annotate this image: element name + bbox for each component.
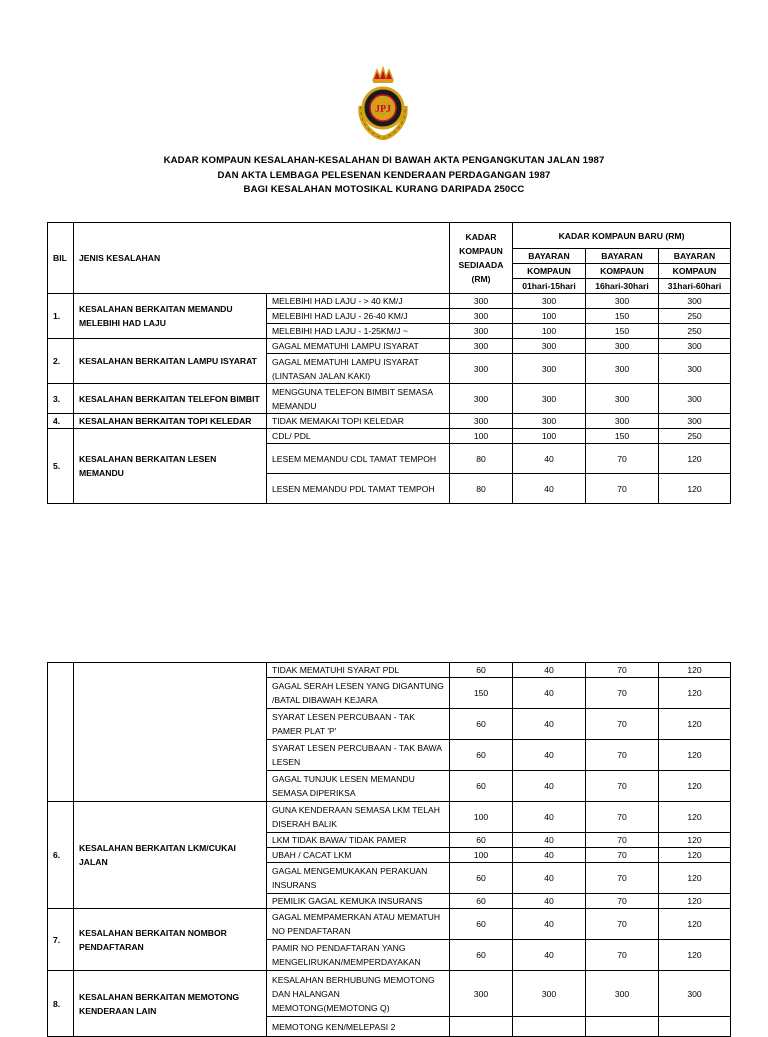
offence-description: MELEBIHI HAD LAJU - 26-40 KM/J — [267, 309, 450, 324]
header-bil: BIL — [48, 223, 74, 294]
header-kompaun-2: KOMPAUN — [586, 264, 659, 279]
table-row — [48, 429, 731, 444]
rate-01-15-days: 300 — [513, 414, 586, 429]
rate-existing: 60 — [450, 833, 513, 848]
rate-16-30-days: 70 — [586, 894, 659, 909]
rate-16-30-days: 300 — [586, 384, 659, 414]
rate-01-15-days: 100 — [513, 429, 586, 444]
offence-description: TIDAK MEMATUHI SYARAT PDL — [267, 663, 450, 678]
offence-description: CDL/ PDL — [267, 429, 450, 444]
rate-existing: 100 — [450, 802, 513, 833]
rate-existing: 100 — [450, 429, 513, 444]
compound-rate-table-2 — [47, 662, 731, 1037]
header-bayaran-3: BAYARAN — [659, 249, 731, 264]
offence-description: TIDAK MEMAKAI TOPI KELEDAR — [267, 414, 450, 429]
offence-category: KESALAHAN BERKAITAN LKM/CUKAI JALAN — [74, 802, 267, 909]
offence-category: KESALAHAN BERKAITAN TOPI KELEDAR — [74, 414, 267, 429]
rate-31-60-days: 300 — [659, 354, 731, 384]
offence-description: UBAH / CACAT LKM — [267, 848, 450, 863]
row-bil: 6. — [48, 802, 74, 909]
rate-01-15-days: 300 — [513, 339, 586, 354]
row-bil: 7. — [48, 909, 74, 971]
offence-category: KESALAHAN BERKAITAN LAMPU ISYARAT — [74, 339, 267, 384]
offence-description: MELEBIHI HAD LAJU - 1-25KM/J ~ — [267, 324, 450, 339]
offence-description: GAGAL SERAH LESEN YANG DIGANTUNG /BATAL DIBAWAH KEJARA — [267, 678, 450, 709]
offence-category — [74, 663, 267, 802]
table-row — [48, 802, 731, 833]
rate-existing: 60 — [450, 863, 513, 894]
rate-31-60-days: 300 — [659, 339, 731, 354]
rate-existing: 300 — [450, 354, 513, 384]
rate-existing: 60 — [450, 894, 513, 909]
offence-description: LESEM MEMANDU CDL TAMAT TEMPOH — [267, 444, 450, 474]
offence-description: GAGAL MENGEMUKAKAN PERAKUAN INSURANS — [267, 863, 450, 894]
rate-31-60-days — [659, 1017, 731, 1037]
rate-16-30-days: 150 — [586, 429, 659, 444]
rate-01-15-days: 40 — [513, 909, 586, 940]
row-bil: 8. — [48, 971, 74, 1037]
rate-existing: 300 — [450, 384, 513, 414]
offence-description: GAGAL MEMATUHI LAMPU ISYARAT — [267, 339, 450, 354]
jpj-emblem-logo — [351, 66, 415, 140]
header-kompaun-3: KOMPAUN — [659, 264, 731, 279]
header-kadar-baru: KADAR KOMPAUN BARU (RM) — [513, 223, 731, 249]
rate-01-15-days: 40 — [513, 894, 586, 909]
rate-31-60-days: 120 — [659, 444, 731, 474]
offence-description: MENGGUNA TELEFON BIMBIT SEMASA MEMANDU — [267, 384, 450, 414]
rate-16-30-days: 300 — [586, 354, 659, 384]
rate-existing: 300 — [450, 309, 513, 324]
rate-16-30-days: 70 — [586, 848, 659, 863]
table-row — [48, 971, 731, 1017]
rate-16-30-days: 300 — [586, 339, 659, 354]
rate-31-60-days: 300 — [659, 414, 731, 429]
offence-description: GAGAL MEMPAMERKAN ATAU MEMATUH NO PENDAFTARAN — [267, 909, 450, 940]
rate-31-60-days: 300 — [659, 384, 731, 414]
rate-16-30-days: 70 — [586, 863, 659, 894]
rate-31-60-days: 120 — [659, 940, 731, 971]
rate-01-15-days: 40 — [513, 663, 586, 678]
offence-description: GUNA KENDERAAN SEMASA LKM TELAH DISERAH BALIK — [267, 802, 450, 833]
rate-existing: 60 — [450, 771, 513, 802]
rate-16-30-days — [586, 1017, 659, 1037]
rate-16-30-days: 70 — [586, 802, 659, 833]
offence-description: MEMOTONG KEN/MELEPASI 2 — [267, 1017, 450, 1037]
doc-title-line-2: DAN AKTA LEMBAGA PELESENAN KENDERAAN PERDAGANGAN 1987 — [217, 170, 551, 181]
rate-31-60-days: 120 — [659, 863, 731, 894]
row-bil: 5. — [48, 429, 74, 504]
header-period-3: 31hari-60hari — [659, 279, 731, 294]
rate-16-30-days: 300 — [586, 294, 659, 309]
rate-existing: 80 — [450, 474, 513, 504]
rate-01-15-days: 40 — [513, 940, 586, 971]
rate-01-15-days: 300 — [513, 971, 586, 1017]
table-row — [48, 339, 731, 354]
rate-16-30-days: 70 — [586, 909, 659, 940]
doc-title-line-3: BAGI KESALAHAN MOTOSIKAL KURANG DARIPADA 250CC — [243, 184, 525, 195]
rate-existing: 60 — [450, 709, 513, 740]
header-kadar-sediaada — [450, 223, 513, 294]
rate-16-30-days: 150 — [586, 324, 659, 339]
rate-16-30-days: 150 — [586, 309, 659, 324]
row-bil: 1. — [48, 294, 74, 339]
rate-01-15-days: 40 — [513, 771, 586, 802]
table-row — [48, 294, 731, 309]
rate-31-60-days: 120 — [659, 909, 731, 940]
rate-01-15-days: 300 — [513, 384, 586, 414]
header-period-1: 01hari-15hari — [513, 279, 586, 294]
rate-01-15-days: 100 — [513, 309, 586, 324]
rate-existing: 80 — [450, 444, 513, 474]
rate-16-30-days: 70 — [586, 833, 659, 848]
rate-16-30-days: 70 — [586, 663, 659, 678]
rate-31-60-days: 250 — [659, 309, 731, 324]
rate-31-60-days: 120 — [659, 678, 731, 709]
rate-existing: 60 — [450, 940, 513, 971]
offence-category: KESALAHAN BERKAITAN LESEN MEMANDU — [74, 429, 267, 504]
rate-existing: 300 — [450, 414, 513, 429]
rate-31-60-days: 120 — [659, 802, 731, 833]
row-bil: 3. — [48, 384, 74, 414]
rate-31-60-days: 300 — [659, 971, 731, 1017]
rate-31-60-days: 120 — [659, 474, 731, 504]
row-bil: 2. — [48, 339, 74, 384]
row-bil — [48, 663, 74, 802]
offence-description: PAMIR NO PENDAFTARAN YANG MENGELIRUKAN/MEMPERDAYAKAN — [267, 940, 450, 971]
header-bayaran-2: BAYARAN — [586, 249, 659, 264]
rate-16-30-days: 70 — [586, 771, 659, 802]
rate-31-60-days: 250 — [659, 429, 731, 444]
rate-01-15-days — [513, 1017, 586, 1037]
rate-existing: 300 — [450, 339, 513, 354]
rate-01-15-days: 300 — [513, 294, 586, 309]
doc-title-line-1: KADAR KOMPAUN KESALAHAN-KESALAHAN DI BAWAH AKTA PENGANGKUTAN JALAN 1987 — [163, 155, 605, 166]
offence-description: SYARAT LESEN PERCUBAAN - TAK PAMER PLAT 'P' — [267, 709, 450, 740]
offence-description: GAGAL TUNJUK LESEN MEMANDU SEMASA DIPERIKSA — [267, 771, 450, 802]
header-kadar-line: (RM) — [471, 274, 491, 284]
table-row — [48, 384, 731, 414]
rate-31-60-days: 120 — [659, 894, 731, 909]
rate-existing: 300 — [450, 324, 513, 339]
rate-existing: 300 — [450, 294, 513, 309]
offence-description: PEMILIK GAGAL KEMUKA INSURANS — [267, 894, 450, 909]
header-period-2: 16hari-30hari — [586, 279, 659, 294]
rate-16-30-days: 70 — [586, 740, 659, 771]
rate-16-30-days: 70 — [586, 474, 659, 504]
rate-01-15-days: 40 — [513, 833, 586, 848]
rate-16-30-days: 300 — [586, 414, 659, 429]
rate-01-15-days: 300 — [513, 354, 586, 384]
table-row — [48, 909, 731, 940]
header-jenis-kesalahan: JENIS KESALAHAN — [74, 223, 450, 294]
rate-16-30-days: 70 — [586, 940, 659, 971]
header-kadar-line: SEDIAADA — [458, 260, 504, 270]
offence-category: KESALAHAN BERKAITAN NOMBOR PENDAFTARAN — [74, 909, 267, 971]
rate-31-60-days: 250 — [659, 324, 731, 339]
offence-category: KESALAHAN BERKAITAN MEMOTONG KENDERAAN LAIN — [74, 971, 267, 1037]
rate-01-15-days: 40 — [513, 740, 586, 771]
header-kadar-line: KOMPAUN — [459, 246, 503, 256]
row-bil: 4. — [48, 414, 74, 429]
rate-16-30-days: 300 — [586, 971, 659, 1017]
rate-01-15-days: 40 — [513, 863, 586, 894]
header-kompaun-1: KOMPAUN — [513, 264, 586, 279]
table-row — [48, 414, 731, 429]
rate-01-15-days: 40 — [513, 474, 586, 504]
offence-description: LKM TIDAK BAWA/ TIDAK PAMER — [267, 833, 450, 848]
logo-monogram: JPJ — [374, 104, 392, 115]
rate-01-15-days: 40 — [513, 709, 586, 740]
rate-existing: 60 — [450, 909, 513, 940]
rate-existing: 300 — [450, 971, 513, 1017]
offence-category: KESALAHAN BERKAITAN TELEFON BIMBIT — [74, 384, 267, 414]
rate-01-15-days: 40 — [513, 802, 586, 833]
table-row — [48, 663, 731, 678]
rate-01-15-days: 40 — [513, 678, 586, 709]
rate-existing: 60 — [450, 740, 513, 771]
offence-category: KESALAHAN BERKAITAN MEMANDU MELEBIHI HAD LAJU — [74, 294, 267, 339]
rate-existing: 60 — [450, 663, 513, 678]
offence-description: KESALAHAN BERHUBUNG MEMOTONG DAN HALANGAN MEMOTONG(MEMOTONG Q) — [267, 971, 450, 1017]
rate-31-60-days: 120 — [659, 709, 731, 740]
rate-16-30-days: 70 — [586, 444, 659, 474]
rate-01-15-days: 40 — [513, 444, 586, 474]
header-bayaran-1: BAYARAN — [513, 249, 586, 264]
header-kadar-line: KADAR — [465, 232, 497, 242]
rate-31-60-days: 120 — [659, 740, 731, 771]
rate-existing: 100 — [450, 848, 513, 863]
rate-31-60-days: 120 — [659, 663, 731, 678]
rate-01-15-days: 40 — [513, 848, 586, 863]
offence-description: LESEN MEMANDU PDL TAMAT TEMPOH — [267, 474, 450, 504]
rate-31-60-days: 300 — [659, 294, 731, 309]
rate-16-30-days: 70 — [586, 678, 659, 709]
rate-31-60-days: 120 — [659, 833, 731, 848]
rate-31-60-days: 120 — [659, 771, 731, 802]
rate-existing — [450, 1017, 513, 1037]
compound-rate-table-1 — [47, 222, 731, 504]
rate-16-30-days: 70 — [586, 709, 659, 740]
offence-description: MELEBIHI HAD LAJU - > 40 KM/J — [267, 294, 450, 309]
offence-description: GAGAL MEMATUHI LAMPU ISYARAT (LINTASAN JALAN KAKI) — [267, 354, 450, 384]
rate-31-60-days: 120 — [659, 848, 731, 863]
offence-description: SYARAT LESEN PERCUBAAN - TAK BAWA LESEN — [267, 740, 450, 771]
rate-01-15-days: 100 — [513, 324, 586, 339]
rate-existing: 150 — [450, 678, 513, 709]
